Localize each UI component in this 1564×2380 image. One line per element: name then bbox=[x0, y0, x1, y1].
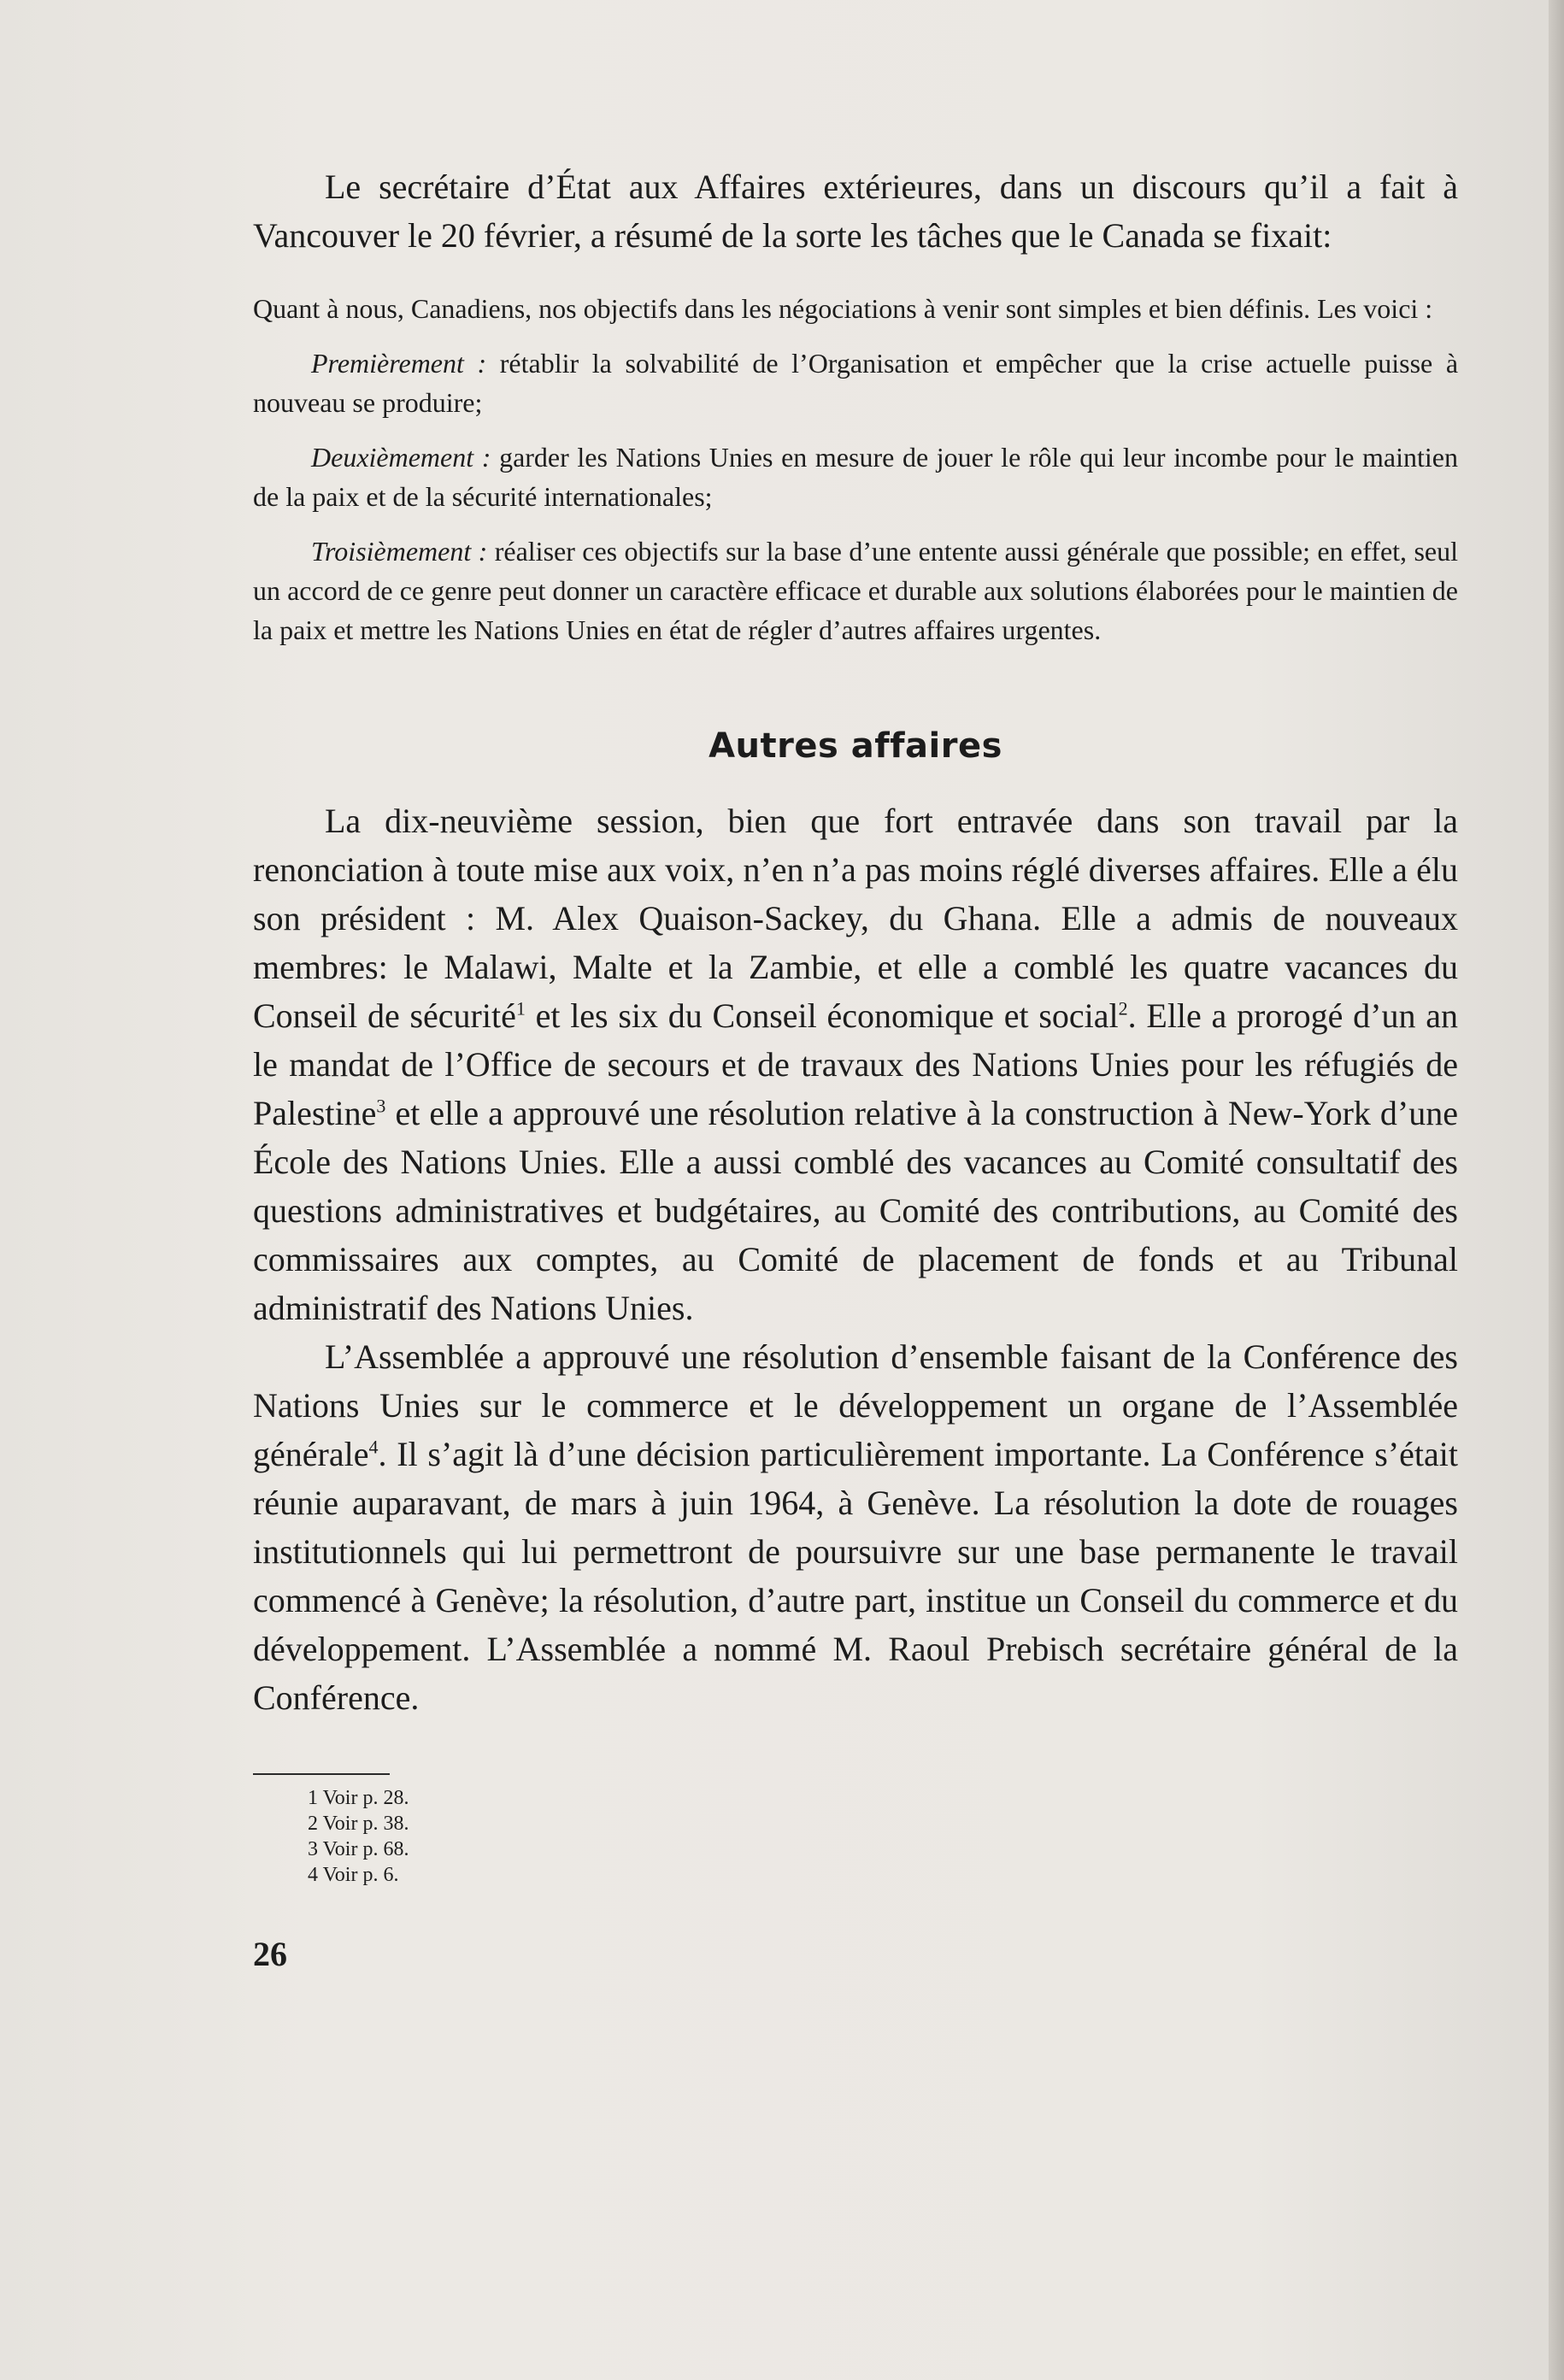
quote-item-label: Deuxièmement : bbox=[311, 442, 491, 473]
page-number: 26 bbox=[253, 1935, 287, 1973]
footnote-1: 1 Voir p. 28. bbox=[308, 1787, 409, 1809]
quote-item-2 bbox=[253, 438, 1458, 516]
footnote-3: 3 Voir p. 68. bbox=[308, 1838, 409, 1860]
paragraph-autres-affaires bbox=[253, 796, 1458, 1332]
quote-item-label: Premièrement : bbox=[311, 348, 487, 379]
text-run: La dix-neuvième session, bien que fort entravée dans son travail par la renonciation à toute mise aux voix, n’en n’a pas moins réglé diverses affaires. Elle a élu son président : M. Alex Quaison-Sackey, du Ghana. Elle a admis de nouveaux membres: le Malawi, Malte et la Zambie, et elle a comblé les quatre vacances du Conseil de sécurité bbox=[253, 802, 1458, 1035]
quote-item-text: réaliser ces objectifs sur la base d’une entente aussi générale que possible; en effet, seul un accord de ce genre peut donner un caractère efficace et durable aux solutions élaborées pour le maintien de la paix et mettre les Nations Unies en état de régler d’autres affaires urgentes. bbox=[253, 536, 1459, 645]
text-run: . Il s’agit là d’une décision particulièrement importante. La Conférence s’était réunie auparavant, de mars à juin 1964, à Genève. La résolution la dote de rouages institutionnels qui lui permettront de poursuivre sur une base permanente le travail commencé à Genève; la résolution, d’autre part, institue un Conseil du commerce et du développement. L’Assemblée a nommé M. Raoul Prebisch secrétaire général de la Conférence. bbox=[253, 1435, 1458, 1717]
quote-item-1 bbox=[253, 344, 1458, 422]
footnote-ref-4: 4 bbox=[368, 1436, 379, 1458]
quote-item-text: rétablir la solvabilité de l’Organisation et empêcher que la crise actuelle puisse à nouveau se produire; bbox=[253, 348, 1459, 418]
text-run: L’Assemblée a approuvé une résolution d’ensemble faisant de la Conférence des Nations Unies sur le commerce et le développement un organe de l’Assemblée générale bbox=[253, 1337, 1458, 1473]
quote-item-3 bbox=[253, 532, 1458, 649]
footnote-ref-3: 3 bbox=[376, 1095, 386, 1117]
footnotes bbox=[308, 1785, 1458, 1888]
text-run: et elle a approuvé une résolution relative à la construction à New-York d’une École des Nations Unies. Elle a aussi comblé des vacances au Comité consultatif des questions administratives et budgétaires, au Comité des contributions, au Comité des commissaires aux comptes, au Comité de placement de fonds et au Tribunal administratif des Nations Unies. bbox=[253, 1094, 1458, 1327]
footnote-ref-2: 2 bbox=[1118, 997, 1128, 1020]
block-quote bbox=[253, 289, 1458, 649]
paragraph-conference bbox=[253, 1332, 1458, 1722]
page-content bbox=[253, 162, 1458, 1974]
footnote-divider bbox=[253, 1773, 390, 1775]
footnote-2: 2 Voir p. 38. bbox=[308, 1813, 409, 1835]
text-run: . Elle a prorogé d’un an le mandat de l’Office de secours et de travaux des Nations Unies pour les réfugiés de Palestine bbox=[253, 996, 1458, 1132]
page-spine-shadow bbox=[1549, 0, 1564, 2380]
quote-item-text: garder les Nations Unies en mesure de jouer le rôle qui leur incombe pour le maintien de la paix et de la sécurité internationales; bbox=[253, 442, 1459, 512]
footnote-4: 4 Voir p. 6. bbox=[308, 1864, 399, 1886]
text-run: et les six du Conseil économique et social bbox=[525, 996, 1119, 1035]
intro-paragraph: Le secrétaire d’État aux Affaires extérieures, dans un discours qu’il a fait à Vancouver le 20 février, a résumé de la sorte les tâches que le Canada se fixait: bbox=[253, 167, 1458, 255]
quote-lead: Quant à nous, Canadiens, nos objectifs dans les négociations à venir sont simples et bien définis. Les voici : bbox=[253, 293, 1433, 324]
quote-item-label: Troisièmement : bbox=[311, 536, 488, 567]
section-heading: Autres affaires bbox=[709, 726, 1002, 766]
footnote-ref-1: 1 bbox=[515, 997, 526, 1020]
